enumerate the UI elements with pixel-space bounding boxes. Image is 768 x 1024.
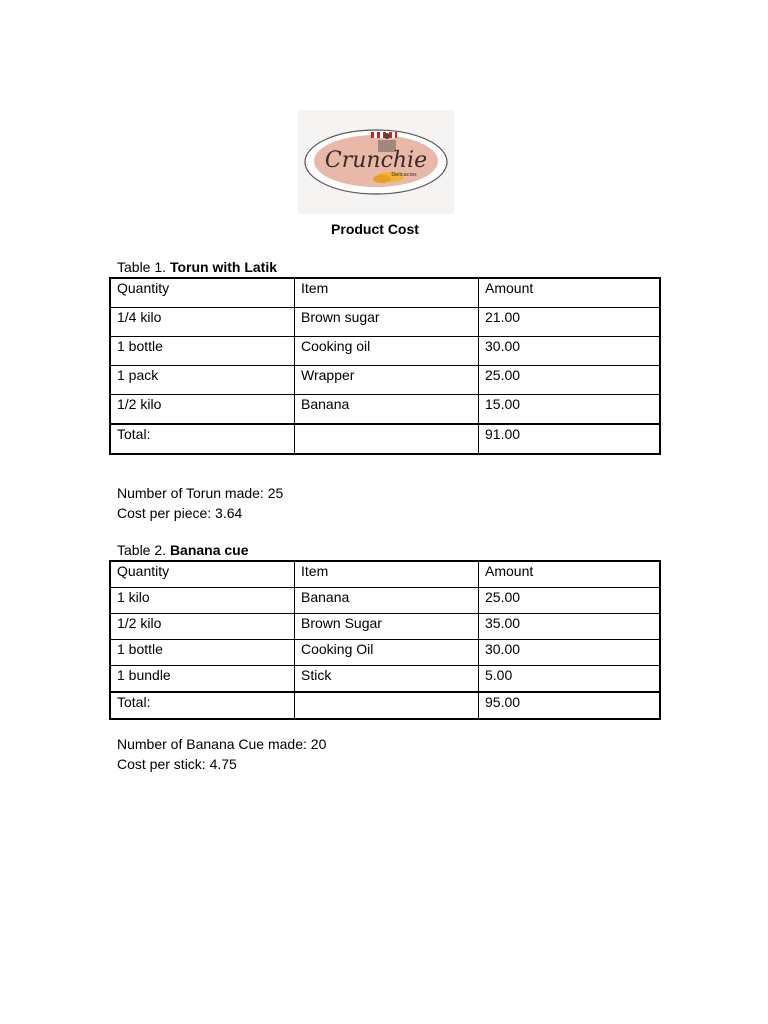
table-row xyxy=(110,308,660,337)
cell-quantity: 1 kilo xyxy=(110,588,295,614)
cell-quantity: 1/2 kilo xyxy=(110,395,295,425)
page-title: Product Cost xyxy=(331,221,419,237)
total-label: Total: xyxy=(110,424,295,454)
header-quantity: Quantity xyxy=(110,278,295,308)
cell-amount: 21.00 xyxy=(479,308,661,337)
cell-item: Brown sugar xyxy=(295,308,479,337)
cell-amount: 25.00 xyxy=(479,366,661,395)
cell-item: Stick xyxy=(295,666,479,693)
table1-caption xyxy=(117,259,277,275)
table1-caption-name: Torun with Latik xyxy=(169,259,278,275)
table2-caption xyxy=(117,542,249,558)
cell-item: Wrapper xyxy=(295,366,479,395)
table1 xyxy=(109,277,661,455)
cell-quantity: 1/4 kilo xyxy=(110,308,295,337)
logo-brand-text: Crunchie xyxy=(324,148,428,173)
table2 xyxy=(109,560,661,720)
cell-item: Brown Sugar xyxy=(295,614,479,640)
table-row xyxy=(110,337,660,366)
table-row xyxy=(110,366,660,395)
cell-amount: 30.00 xyxy=(479,337,661,366)
cell-quantity: 1 bottle xyxy=(110,640,295,666)
header-item: Item xyxy=(295,278,479,308)
torun-count: Number of Torun made: 25 xyxy=(117,485,284,501)
table-row xyxy=(110,614,660,640)
table2-caption-name: Banana cue xyxy=(169,542,249,558)
cell-item: Banana xyxy=(295,395,479,425)
cell-amount: 25.00 xyxy=(479,588,661,614)
torun-cost-per-piece: Cost per piece: 3.64 xyxy=(117,505,243,521)
logo-tagline-text: Delicacies xyxy=(391,172,417,178)
cell-quantity: 1 bottle xyxy=(110,337,295,366)
cell-item: Cooking Oil xyxy=(295,640,479,666)
cell-amount: 35.00 xyxy=(479,614,661,640)
banana-cue-count: Number of Banana Cue made: 20 xyxy=(117,736,327,752)
table-header-row xyxy=(110,278,660,308)
table-row xyxy=(110,666,660,693)
table-row xyxy=(110,640,660,666)
header-quantity: Quantity xyxy=(110,561,295,588)
table2-caption-prefix: Table 2. xyxy=(117,542,167,558)
table-total-row xyxy=(110,692,660,719)
total-item xyxy=(295,424,479,454)
cell-item: Cooking oil xyxy=(295,337,479,366)
header-amount: Amount xyxy=(479,561,661,588)
total-amount: 91.00 xyxy=(479,424,661,454)
cell-quantity: 1 bundle xyxy=(110,666,295,693)
banana-cue-cost-per-stick: Cost per stick: 4.75 xyxy=(117,756,237,772)
total-amount: 95.00 xyxy=(479,692,661,719)
table-total-row xyxy=(110,424,660,454)
header-amount: Amount xyxy=(479,278,661,308)
header-item: Item xyxy=(295,561,479,588)
cell-quantity: 1 pack xyxy=(110,366,295,395)
cell-amount: 30.00 xyxy=(479,640,661,666)
cell-item: Banana xyxy=(295,588,479,614)
table1-caption-prefix: Table 1. xyxy=(117,259,167,275)
total-label: Total: xyxy=(110,692,295,719)
brand-logo xyxy=(298,110,454,214)
cell-amount: 5.00 xyxy=(479,666,661,693)
cell-amount: 15.00 xyxy=(479,395,661,425)
table-row xyxy=(110,588,660,614)
table-header-row xyxy=(110,561,660,588)
total-item xyxy=(295,692,479,719)
cell-quantity: 1/2 kilo xyxy=(110,614,295,640)
table-row xyxy=(110,395,660,425)
